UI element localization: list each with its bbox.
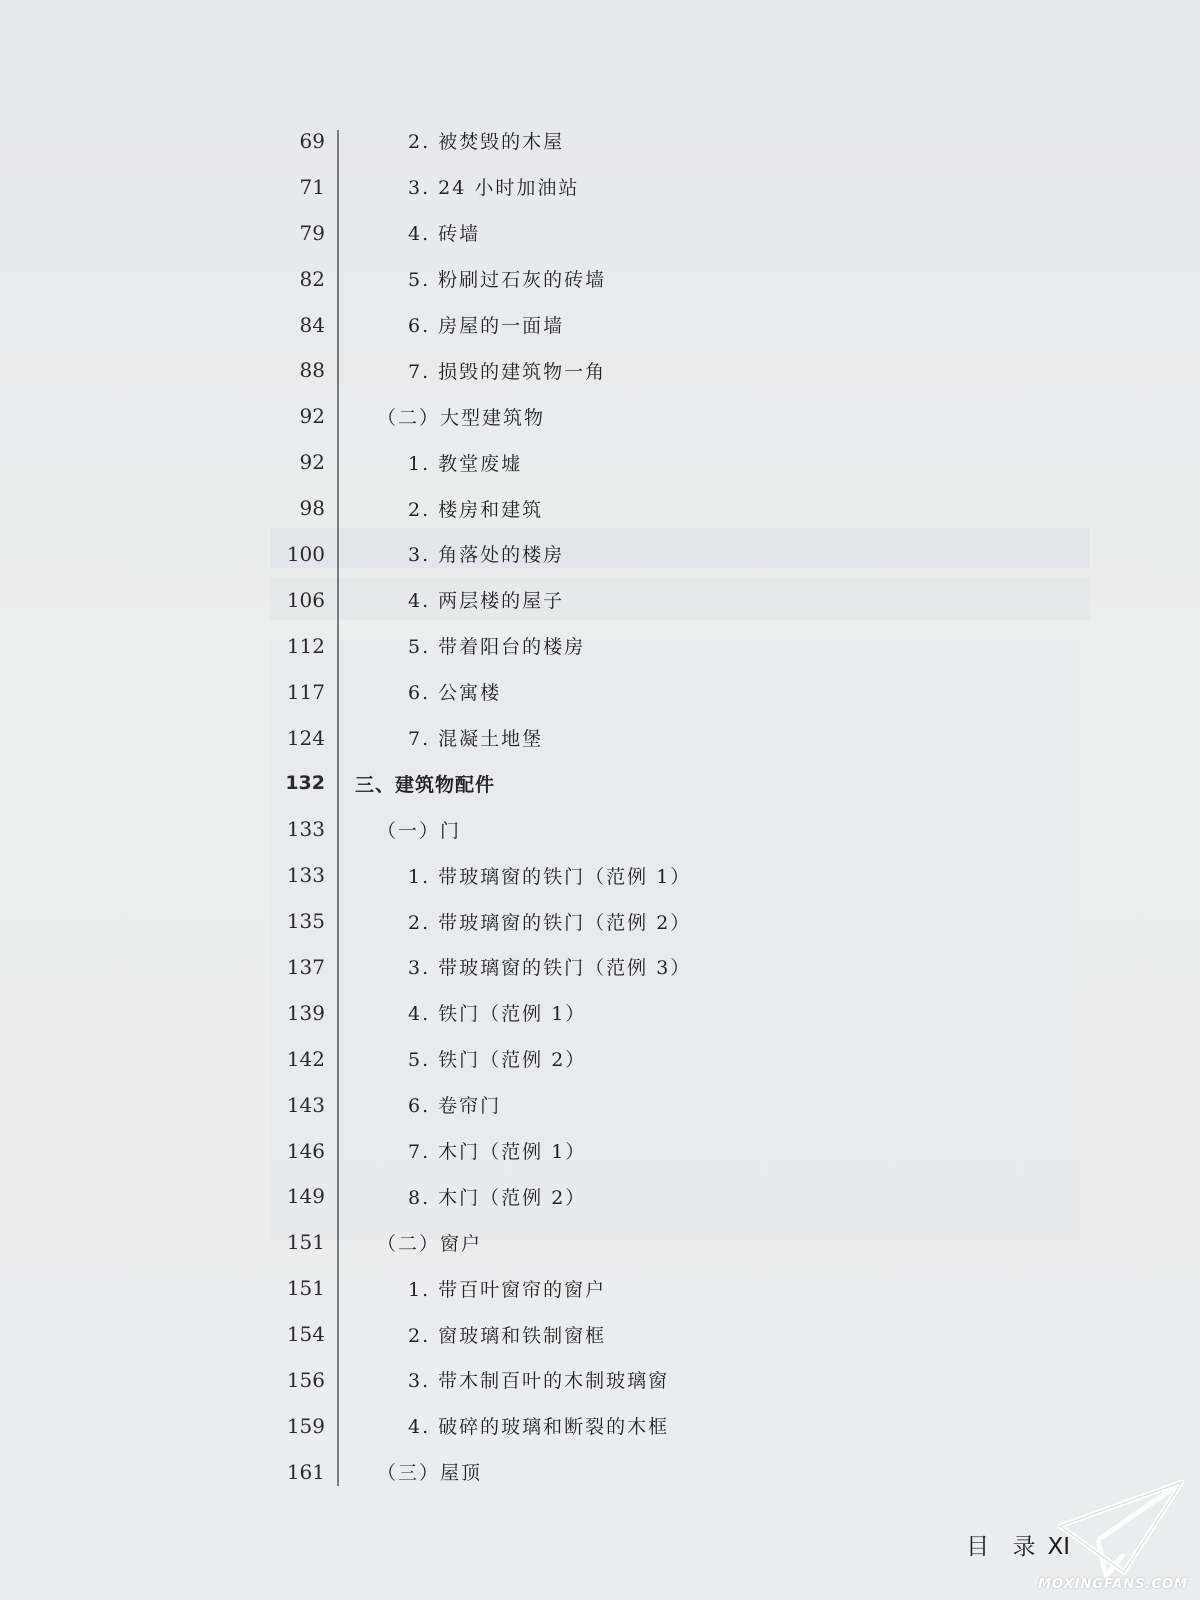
toc-item-title: 5. 带着阳台的楼房 xyxy=(408,636,586,659)
toc-entry xyxy=(0,898,1200,944)
toc-item-title: 5. 粉刷过石灰的砖墙 xyxy=(408,269,607,292)
toc-item-title: 1. 带玻璃窗的铁门（范例 1） xyxy=(408,865,692,888)
toc-entry xyxy=(0,1311,1200,1357)
toc-entry xyxy=(0,1357,1200,1403)
toc-page-number: 88 xyxy=(299,358,325,383)
toc-page-number: 132 xyxy=(285,772,325,795)
toc-chapter-title: 三、建筑物配件 xyxy=(355,773,496,796)
toc-item-title: 4. 砖墙 xyxy=(408,223,481,246)
toc-entry xyxy=(0,485,1200,531)
toc-page-number: 112 xyxy=(286,633,325,658)
toc-entry xyxy=(0,164,1200,210)
toc-page-number: 146 xyxy=(286,1138,325,1163)
toc-entry xyxy=(0,715,1200,761)
toc-entry xyxy=(0,944,1200,990)
toc-page-number: 84 xyxy=(299,312,325,337)
toc-page-number: 154 xyxy=(286,1322,325,1347)
toc-item-title: 3. 角落处的楼房 xyxy=(408,544,565,567)
toc-item-title: 2. 被焚毁的木屋 xyxy=(408,131,565,154)
table-of-contents xyxy=(0,118,1200,1495)
paper-plane-icon xyxy=(1042,1464,1192,1594)
toc-entry xyxy=(0,1449,1200,1495)
toc-page-number: 117 xyxy=(286,679,325,704)
toc-page-number: 92 xyxy=(299,404,325,429)
toc-item-title: 7. 木门（范例 1） xyxy=(408,1141,587,1164)
toc-item-title: 8. 木门（范例 2） xyxy=(408,1186,587,1209)
toc-item-title: 1. 教堂废墟 xyxy=(408,452,523,475)
toc-item-title: 1. 带百叶窗帘的窗户 xyxy=(408,1278,607,1301)
toc-page-number: 71 xyxy=(299,174,325,199)
toc-entry xyxy=(0,1265,1200,1311)
toc-section-title: （二）窗户 xyxy=(377,1232,483,1255)
toc-page-number: 69 xyxy=(299,128,325,153)
page-number-roman: XI xyxy=(1047,1534,1070,1560)
toc-entry xyxy=(0,302,1200,348)
toc-page-number: 133 xyxy=(286,863,325,888)
toc-entry xyxy=(0,852,1200,898)
toc-item-title: 2. 带玻璃窗的铁门（范例 2） xyxy=(408,911,692,934)
toc-item-title: 4. 铁门（范例 1） xyxy=(408,1003,587,1026)
toc-entry xyxy=(0,623,1200,669)
toc-page-number: 92 xyxy=(299,450,325,475)
toc-entry xyxy=(0,1036,1200,1082)
toc-entry xyxy=(0,393,1200,439)
toc-entry xyxy=(0,1128,1200,1174)
toc-entry xyxy=(0,990,1200,1036)
section-label: 目 录 xyxy=(966,1534,1044,1560)
toc-entry xyxy=(0,118,1200,164)
toc-item-title: 3. 24 小时加油站 xyxy=(408,177,580,200)
toc-item-title: 4. 两层楼的屋子 xyxy=(408,590,565,613)
toc-page-number: 135 xyxy=(286,909,325,934)
toc-page-number: 149 xyxy=(286,1184,325,1209)
toc-page-number: 124 xyxy=(286,725,325,750)
toc-entry xyxy=(0,1403,1200,1449)
toc-item-title: 4. 破碎的玻璃和断裂的木框 xyxy=(408,1416,670,1439)
toc-page-number: 156 xyxy=(286,1367,325,1392)
toc-entry xyxy=(0,577,1200,623)
toc-item-title: 3. 带木制百叶的木制玻璃窗 xyxy=(408,1370,670,1393)
toc-page-number: 151 xyxy=(286,1276,325,1301)
toc-item-title: 7. 损毁的建筑物一角 xyxy=(408,360,607,383)
toc-item-title: 7. 混凝土地堡 xyxy=(408,728,544,751)
toc-item-title: 6. 卷帘门 xyxy=(408,1095,502,1118)
toc-page-number: 151 xyxy=(286,1230,325,1255)
toc-page-number: 106 xyxy=(286,587,325,612)
toc-section-title: （一）门 xyxy=(377,819,462,842)
toc-entry xyxy=(0,256,1200,302)
toc-page-number: 82 xyxy=(299,266,325,291)
toc-page-number: 133 xyxy=(286,817,325,842)
toc-item-title: 2. 楼房和建筑 xyxy=(408,498,544,521)
toc-item-title: 6. 公寓楼 xyxy=(408,682,502,705)
toc-page-number: 79 xyxy=(299,220,325,245)
toc-item-title: 5. 铁门（范例 2） xyxy=(408,1049,587,1072)
toc-page-number: 137 xyxy=(286,954,325,979)
toc-page-number: 143 xyxy=(286,1092,325,1117)
toc-entry xyxy=(0,531,1200,577)
toc-page-number: 100 xyxy=(286,541,325,566)
toc-entry xyxy=(0,1219,1200,1265)
toc-page-number: 161 xyxy=(286,1459,325,1484)
toc-item-title: 6. 房屋的一面墙 xyxy=(408,315,565,337)
toc-entry xyxy=(0,439,1200,485)
watermark-text: MOXINGFANS.COM xyxy=(1038,1577,1188,1592)
toc-entry xyxy=(0,760,1200,806)
toc-section-title: （二）大型建筑物 xyxy=(377,406,546,429)
toc-item-title: 2. 窗玻璃和铁制窗框 xyxy=(408,1324,607,1347)
toc-entry xyxy=(0,1082,1200,1128)
toc-entry xyxy=(0,210,1200,256)
toc-entry xyxy=(0,347,1200,393)
toc-section-title: （三）屋顶 xyxy=(377,1462,483,1485)
toc-page-number: 98 xyxy=(299,496,325,521)
toc-page-number: 159 xyxy=(286,1413,325,1438)
toc-page-number: 142 xyxy=(286,1046,325,1071)
toc-item-title: 3. 带玻璃窗的铁门（范例 3） xyxy=(408,957,692,980)
toc-page-number: 139 xyxy=(286,1000,325,1025)
toc-entry xyxy=(0,669,1200,715)
toc-entry xyxy=(0,1173,1200,1219)
toc-entry xyxy=(0,806,1200,852)
